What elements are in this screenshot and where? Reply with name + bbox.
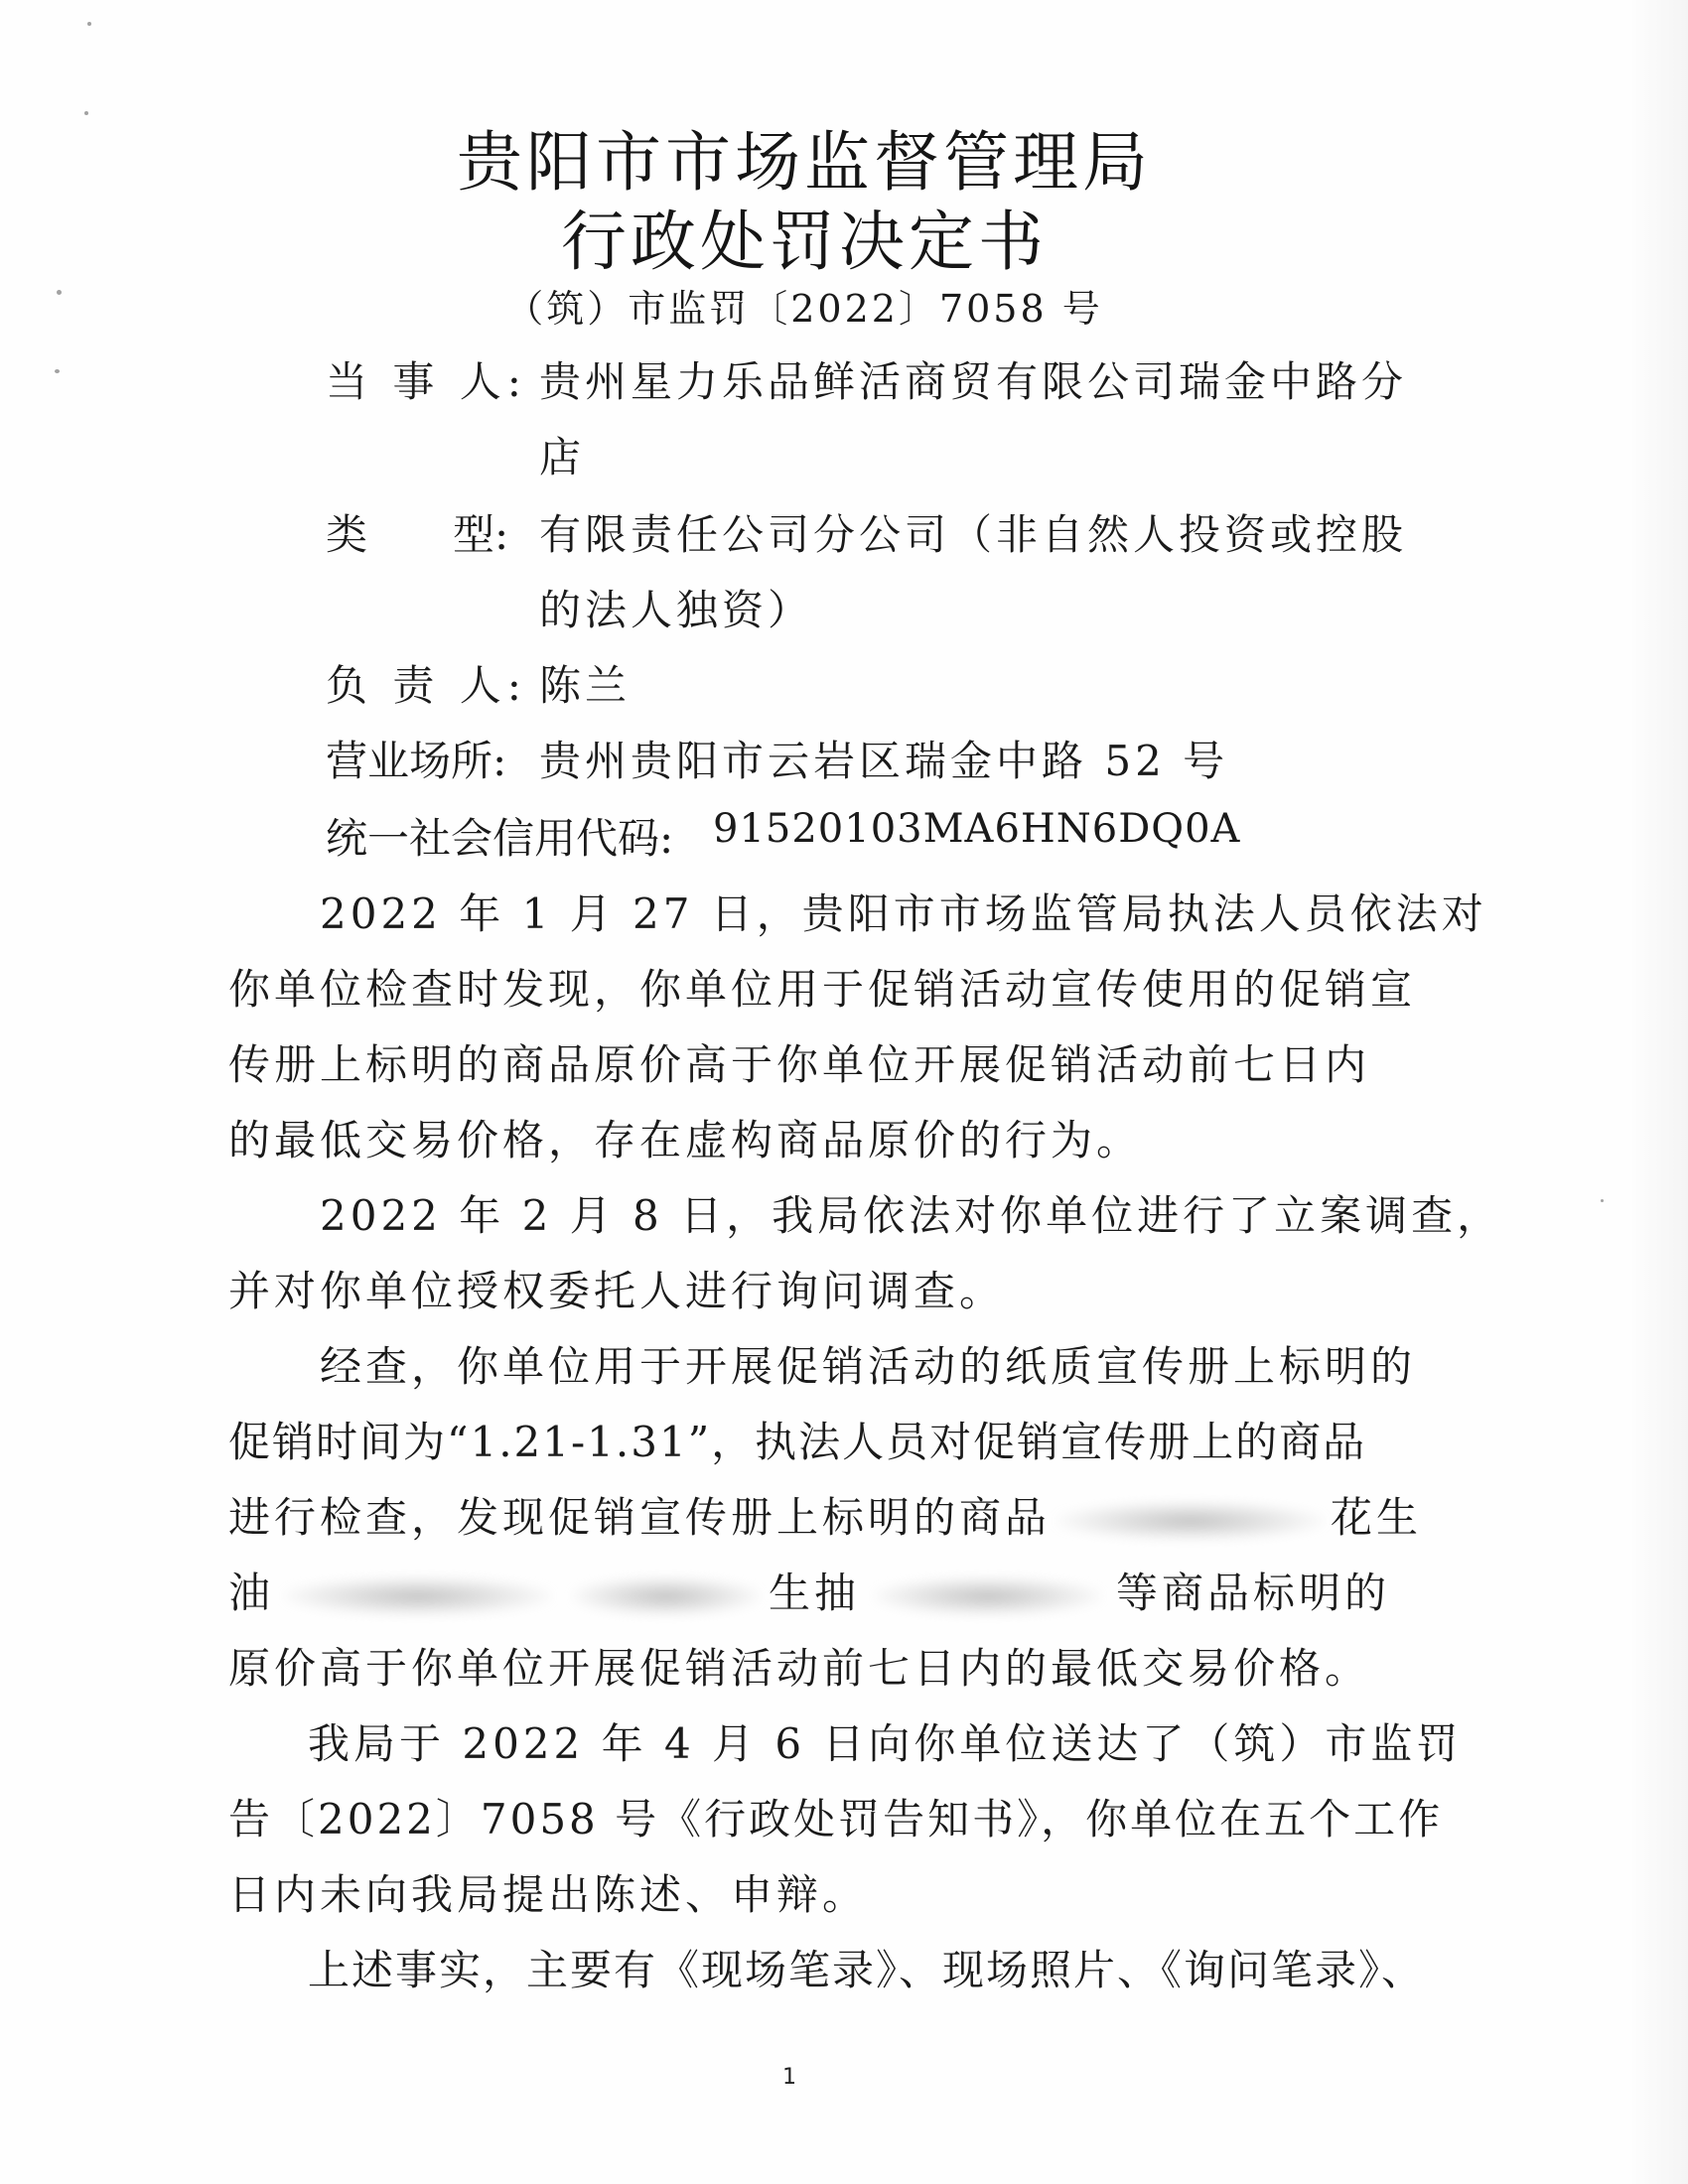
body-p3-oil-suffix: 油 bbox=[228, 1569, 275, 1617]
page-number: 1 bbox=[782, 2065, 796, 2090]
redacted-product-name bbox=[284, 1576, 552, 1616]
scan-speck bbox=[87, 22, 91, 26]
body-p1-line1: 2022 年 1 月 27 日，贵阳市市场监管局执法人员依法对 bbox=[320, 889, 1487, 938]
type-value-line1: 有限责任公司分公司（非自然人投资或控股 bbox=[539, 510, 1408, 559]
scan-speck bbox=[55, 369, 60, 373]
redacted-product-name bbox=[874, 1576, 1102, 1616]
body-p3-line5: 原价高于你单位开展促销活动前七日内的最低交易价格。 bbox=[228, 1644, 1371, 1693]
credit-code-label: 统一社会信用代码: bbox=[326, 814, 674, 863]
body-p3-line3-text: 进行检查，发现促销宣传册上标明的商品 bbox=[228, 1493, 1052, 1542]
scan-edge-shading bbox=[1628, 0, 1688, 2184]
body-p2-line2: 并对你单位授权委托人进行询问调查。 bbox=[228, 1267, 1006, 1315]
body-p3-line1: 经查，你单位用于开展促销活动的纸质宣传册上标明的 bbox=[320, 1342, 1417, 1391]
body-p4-line2: 告〔2022〕7058 号《行政处罚告知书》，你单位在五个工作 bbox=[228, 1795, 1444, 1843]
body-p1-line2: 你单位检查时发现，你单位用于促销活动宣传使用的促销宣 bbox=[228, 965, 1417, 1014]
body-p5-line1: 上述事实，主要有《现场笔录》、现场照片、《询问笔录》、 bbox=[308, 1946, 1426, 1994]
party-value-line2: 店 bbox=[539, 433, 586, 481]
party-value-line1: 贵州星力乐品鲜活商贸有限公司瑞金中路分 bbox=[539, 357, 1408, 406]
manager-value: 陈兰 bbox=[539, 661, 632, 710]
body-p4-line1: 我局于 2022 年 4 月 6 日向你单位送达了（筑）市监罚 bbox=[308, 1719, 1463, 1768]
redacted-product-name bbox=[572, 1576, 761, 1616]
type-label-a: 类 bbox=[326, 510, 368, 559]
body-p3-etc: 等商品标明的 bbox=[1116, 1569, 1391, 1617]
document-title-agency: 贵阳市市场监督管理局 bbox=[457, 124, 1152, 201]
premises-value: 贵州贵阳市云岩区瑞金中路 52 号 bbox=[539, 737, 1229, 785]
type-value-line2: 的法人独资） bbox=[539, 586, 814, 634]
body-p1-line3: 传册上标明的商品原价高于你单位开展促销活动前七日内 bbox=[228, 1040, 1371, 1089]
body-p3-line4 bbox=[228, 1561, 1390, 1620]
body-p3-line2: 促销时间为“1.21-1.31”，执法人员对促销宣传册上的商品 bbox=[228, 1418, 1367, 1466]
body-p3-soy-sauce: 生抽 bbox=[769, 1569, 861, 1617]
scan-speck bbox=[1601, 1199, 1604, 1202]
party-label: 当 事 人: bbox=[326, 357, 527, 406]
manager-label: 负 责 人: bbox=[326, 661, 527, 710]
body-p3-peanut-oil-prefix: 花生 bbox=[1331, 1493, 1423, 1542]
body-p1-line4: 的最低交易价格，存在虚构商品原价的行为。 bbox=[228, 1116, 1143, 1164]
credit-code-value: 91520103MA6HN6DQ0A bbox=[713, 806, 1241, 852]
document-title-type: 行政处罚决定书 bbox=[561, 204, 1048, 280]
body-p4-line3: 日内未向我局提出陈述、申辩。 bbox=[228, 1870, 869, 1919]
premises-label: 营业场所: bbox=[326, 737, 507, 785]
redacted-product-name bbox=[1056, 1501, 1325, 1541]
document-number: （筑）市监罚〔2022〕7058 号 bbox=[505, 287, 1103, 331]
body-p3-line3 bbox=[228, 1485, 1422, 1545]
type-label-b: 型: bbox=[453, 510, 509, 559]
body-p2-line1: 2022 年 2 月 8 日，我局依法对你单位进行了立案调查， bbox=[320, 1191, 1503, 1240]
